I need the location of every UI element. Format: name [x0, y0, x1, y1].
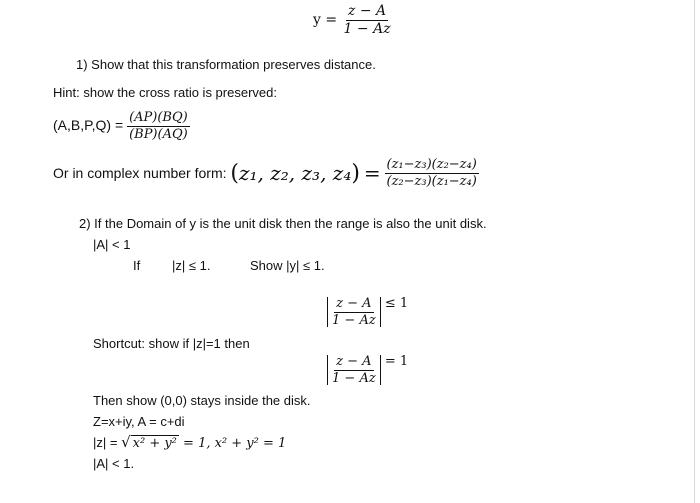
- modulus-line: [93, 433, 286, 451]
- if-expression: |z| ≤ 1.: [172, 258, 211, 273]
- transform-formula: [313, 4, 393, 36]
- cross-ratio-fraction: [127, 111, 190, 141]
- hint-text: Hint: show the cross ratio is preserved:: [53, 85, 277, 100]
- modulus-rest: = 1, x² + y² = 1: [178, 436, 287, 451]
- equality-formula: [327, 354, 408, 385]
- item-2: 2) If the Domain of y is the unit disk then the range is also the unit disk.: [79, 216, 487, 231]
- transform-fraction: [342, 4, 393, 36]
- equality-numerator: z − A: [336, 354, 372, 369]
- equality-abs: [327, 355, 381, 385]
- show-label: Show |y| ≤ 1.: [250, 258, 325, 273]
- shortcut-text: Shortcut: show if |z|=1 then: [93, 336, 250, 351]
- page-edge: [694, 0, 695, 503]
- transform-numerator: z − A: [348, 3, 387, 19]
- inequality-fraction: [330, 297, 378, 327]
- inequality-rhs: ≤ 1: [384, 296, 409, 311]
- inequality-numerator: z − A: [336, 296, 372, 311]
- equality-rhs: = 1: [384, 354, 409, 369]
- cross-ratio-denominator: (BP)(AQ): [129, 126, 188, 142]
- modulus-lhs: |z| =: [93, 435, 122, 450]
- complex-form: [53, 158, 479, 188]
- complex-form-denominator: (z₂−z₃)(z₁−z₄): [386, 173, 477, 189]
- z-definition: Z=x+iy, A = c+di: [93, 414, 185, 429]
- complex-form-fraction: [385, 158, 479, 188]
- complex-form-tuple: (z₁, z₂, z₃, z₄): [230, 160, 360, 186]
- final-line: |A| < 1.: [93, 456, 135, 471]
- complex-form-numerator: (z₁−z₃)(z₂−z₄): [386, 157, 477, 172]
- then-show-text: Then show (0,0) stays inside the disk.: [93, 393, 311, 408]
- cross-ratio-lhs: (A,B,P,Q) =: [53, 116, 124, 133]
- cross-ratio-numerator: (AP)(BQ): [129, 110, 188, 125]
- inequality-formula: [327, 296, 408, 327]
- condition-a: |A| < 1: [93, 237, 131, 252]
- inequality-abs: [327, 297, 381, 327]
- inequality-denominator: $1 - \overline{A}z$: [332, 312, 376, 328]
- equality-denominator: $1 - \overline{A}z$: [332, 370, 376, 386]
- transform-lhs: y =: [313, 12, 338, 29]
- transform-denominator: $1 - \overline{A}z$: [343, 20, 391, 37]
- equality-fraction: [330, 355, 378, 385]
- complex-form-text: Or in complex number form:: [53, 165, 227, 182]
- if-label: If: [133, 258, 141, 273]
- item-1: 1) Show that this transformation preserves distance.: [76, 57, 376, 72]
- cross-ratio: [53, 111, 190, 141]
- modulus-sqrt: √ x² + y²: [121, 433, 177, 451]
- complex-form-equals: =: [363, 161, 381, 186]
